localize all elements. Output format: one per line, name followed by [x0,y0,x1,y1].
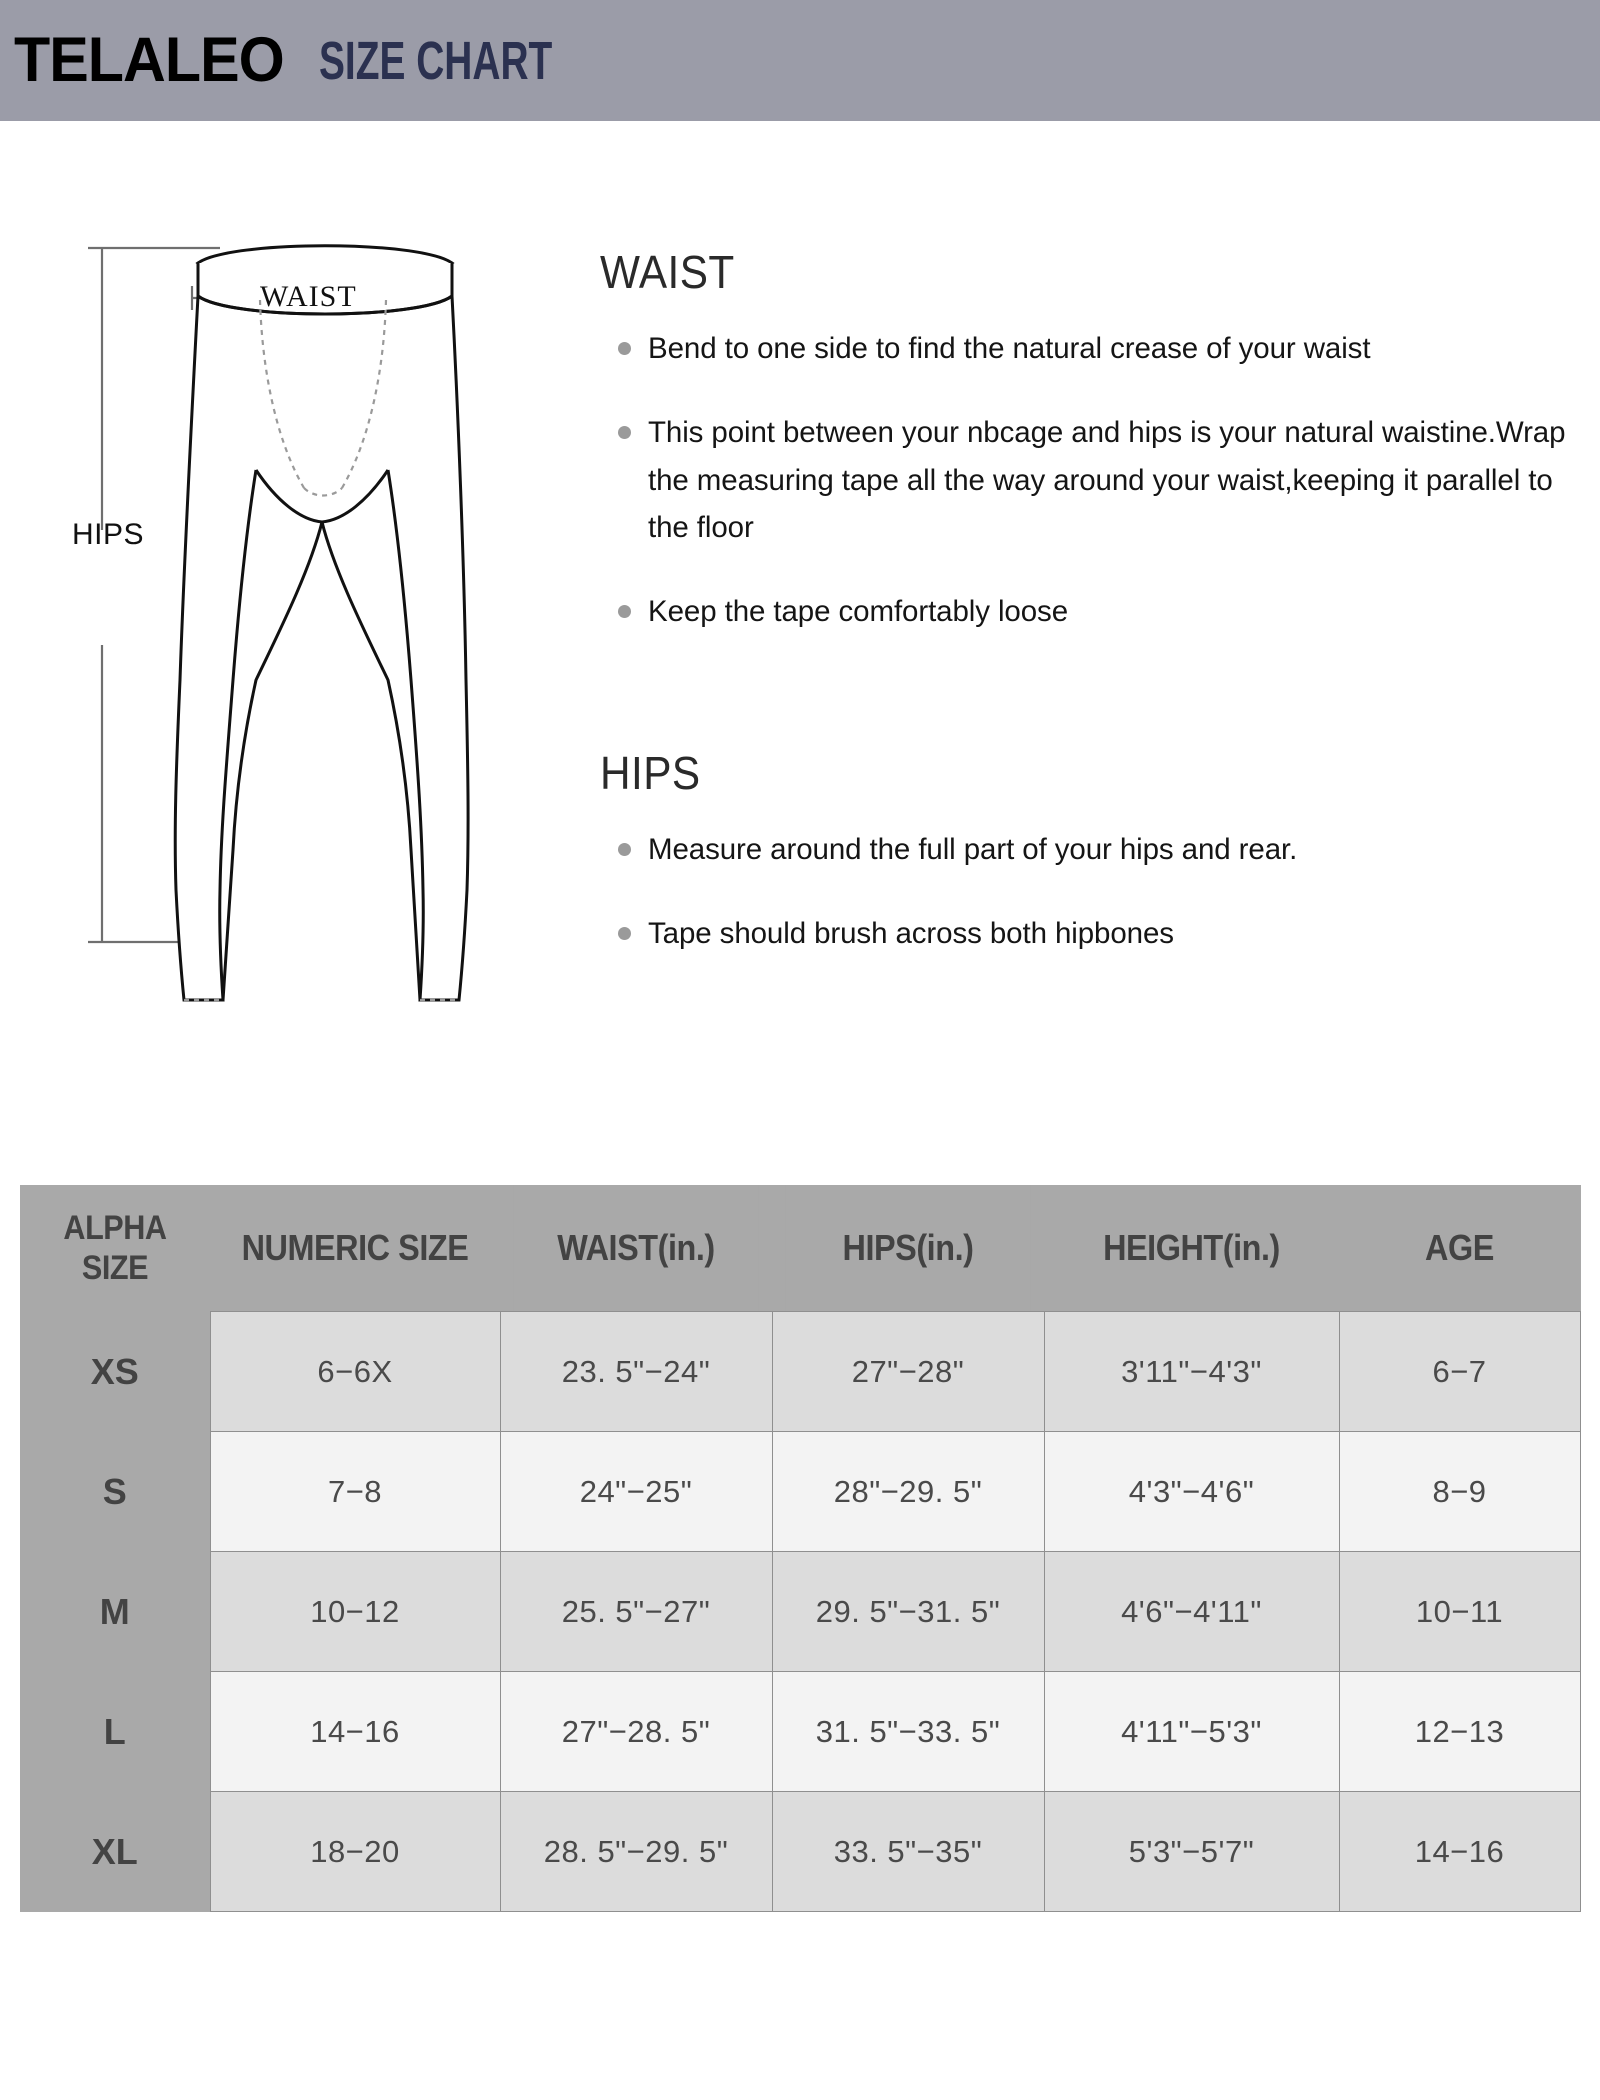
table-row [20,1672,1580,1792]
table-row [20,1432,1580,1552]
column-header-waist: WAIST(in.) [514,1185,759,1312]
alpha-head-line1: ALPHA [63,1209,167,1248]
cell-height: 4'3"−4'6" [1044,1432,1339,1552]
bullet-text: Keep the tape comfortably loose [648,595,1068,629]
column-header-alpha-size [30,1185,201,1312]
cell-age: 10−11 [1339,1552,1580,1672]
cell-height: 5'3"−5'7" [1044,1792,1339,1912]
bullet-dot-icon [618,927,631,940]
bullet-text: Tape should brush across both hipbones [648,916,1174,950]
cell-age: 8−9 [1339,1432,1580,1552]
cell-alpha: XS [20,1312,210,1432]
instructions-column [600,245,1580,957]
bullet-dot-icon [618,605,631,618]
cell-numeric: 6−6X [210,1312,500,1432]
table-row [20,1312,1580,1432]
cell-age: 6−7 [1339,1312,1580,1432]
cell-age: 14−16 [1339,1792,1580,1912]
table-header-row [20,1185,1580,1312]
page-title: SIZE CHART [319,30,553,91]
cell-hips: 33. 5"−35" [772,1792,1044,1912]
bullet-dot-icon [618,843,631,856]
waist-diagram-label: WAIST [260,280,357,313]
column-header-age: AGE [1351,1185,1568,1312]
hips-bullet-list [600,826,1580,958]
table-body [20,1312,1580,1912]
cell-height: 3'11"−4'3" [1044,1312,1339,1432]
cell-numeric: 18−20 [210,1792,500,1912]
cell-alpha: M [20,1552,210,1672]
cell-alpha: L [20,1672,210,1792]
cell-hips: 28"−29. 5" [772,1432,1044,1552]
cell-alpha: S [20,1432,210,1552]
waist-bullet-list [600,325,1580,636]
brand-logo: TELALEO [14,25,284,95]
hips-diagram-label: HIPS [72,518,145,551]
table-head [20,1185,1580,1312]
table-row [20,1552,1580,1672]
cell-numeric: 14−16 [210,1672,500,1792]
table-row [20,1792,1580,1912]
cell-hips: 31. 5"−33. 5" [772,1672,1044,1792]
header-banner [0,0,1600,121]
cell-alpha: XL [20,1792,210,1912]
cell-height: 4'6"−4'11" [1044,1552,1339,1672]
cell-waist: 24"−25" [500,1432,772,1552]
pants-diagram [72,230,580,1070]
cell-hips: 29. 5"−31. 5" [772,1552,1044,1672]
size-table [20,1185,1581,1912]
column-header-numeric-size: NUMERIC SIZE [225,1185,486,1312]
cell-waist: 23. 5"−24" [500,1312,772,1432]
hips-section-heading: HIPS [600,746,701,799]
cell-numeric: 7−8 [210,1432,500,1552]
bullet-text: Measure around the full part of your hips and rear. [648,832,1298,866]
bullet-dot-icon [618,426,631,439]
column-header-height: HEIGHT(in.) [1059,1185,1325,1312]
cell-height: 4'11"−5'3" [1044,1672,1339,1792]
list-item [600,588,1580,636]
cell-age: 12−13 [1339,1672,1580,1792]
cell-waist: 28. 5"−29. 5" [500,1792,772,1912]
list-item [600,910,1580,958]
cell-waist: 27"−28. 5" [500,1672,772,1792]
cell-hips: 27"−28" [772,1312,1044,1432]
list-item [600,409,1580,552]
bullet-dot-icon [618,342,631,355]
column-header-hips: HIPS(in.) [786,1185,1031,1312]
list-item [600,826,1580,874]
cell-numeric: 10−12 [210,1552,500,1672]
cell-waist: 25. 5"−27" [500,1552,772,1672]
list-item [600,325,1580,373]
size-table-container [20,1185,1580,1912]
bullet-text: This point between your nbcage and hips is your natural waistine.Wrap the measuring tape all the way around your waist,keeping it parallel to the floor [648,415,1566,545]
waist-section-heading: WAIST [600,246,735,298]
alpha-head-line2: SIZE [81,1249,149,1288]
bullet-text: Bend to one side to find the natural crease of your waist [648,332,1371,365]
